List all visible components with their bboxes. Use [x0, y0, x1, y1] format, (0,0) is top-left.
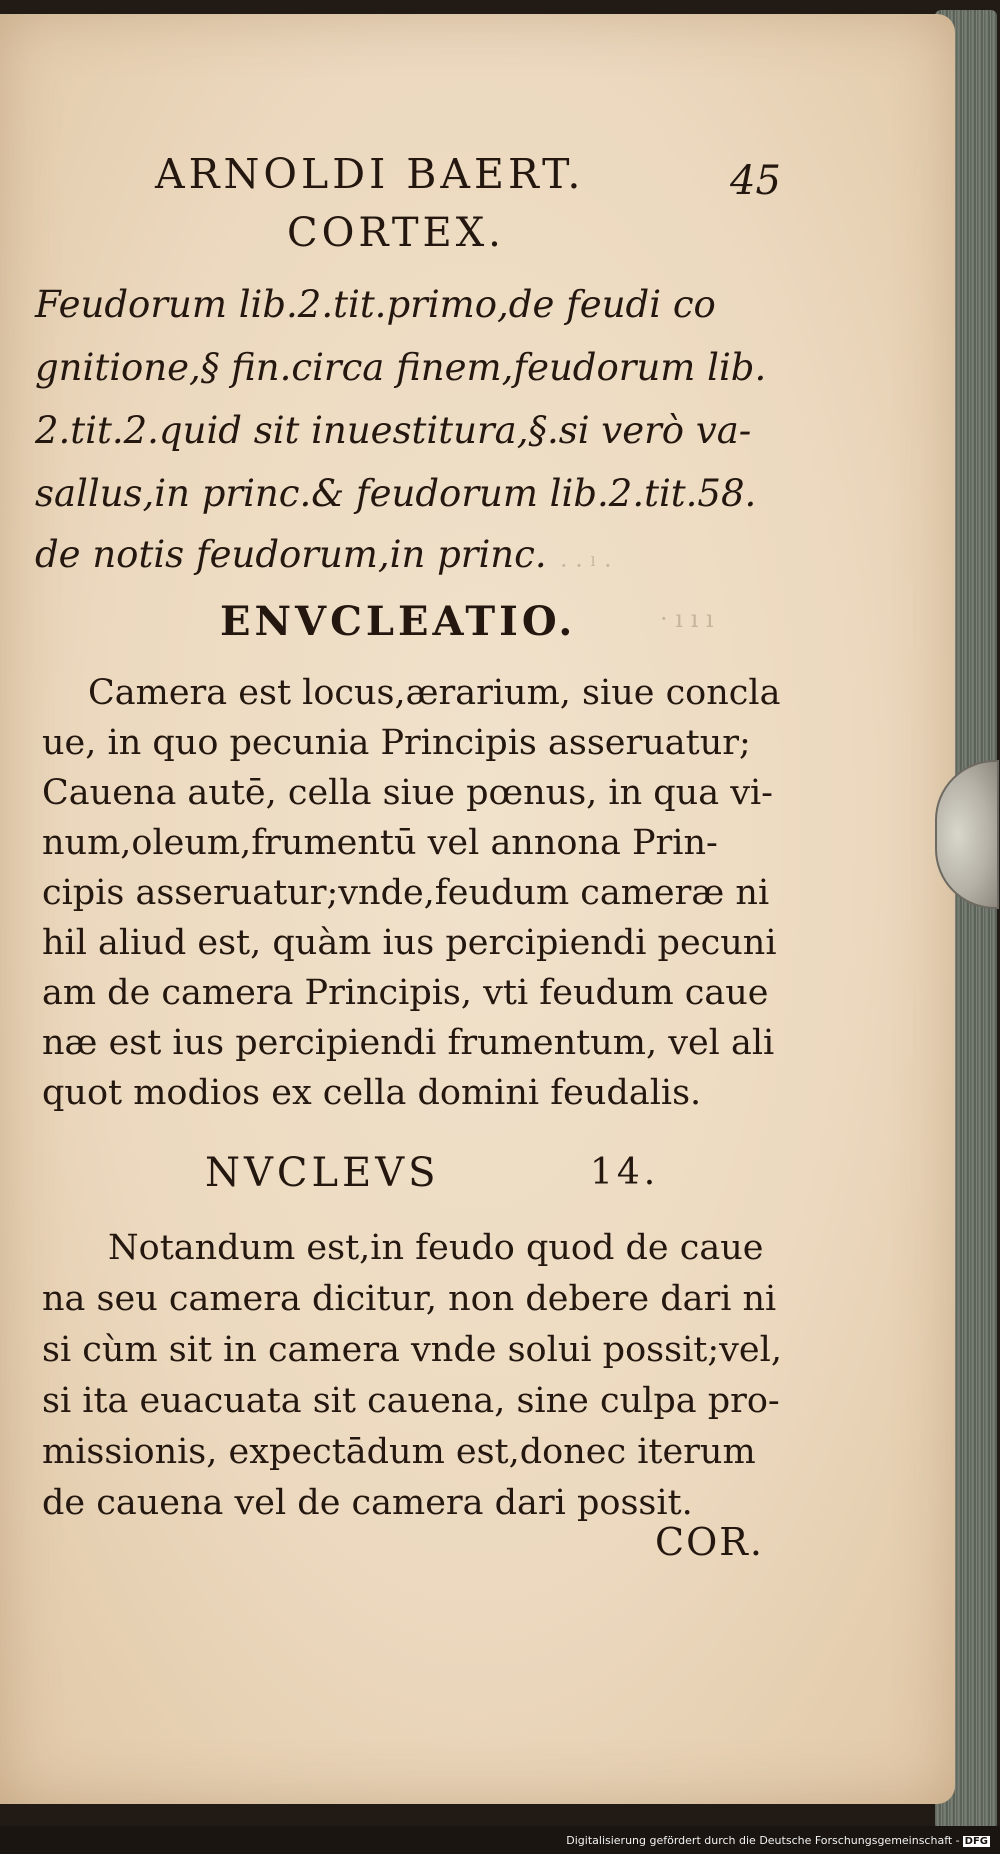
enucleatio-line: am de camera Principis, vti feudum caue — [42, 973, 769, 1013]
enucleatio-line: Camera est locus,ærarium, siue concla — [88, 673, 781, 713]
running-head: ARNOLDI BAERT. — [155, 150, 585, 198]
enucleatio-line: num,oleum,frumentū vel annona Prin- — [42, 823, 718, 863]
cortex-line: de notis feudorum,in princ. — [35, 533, 547, 576]
enucleatio-line: hil aliud est, quàm ius percipiendi pecuni — [42, 923, 777, 963]
bleed-through-mark: · ı ı ı — [660, 605, 714, 633]
enucleatio-line: Cauena autē, cella siue pœnus, in qua vi- — [42, 773, 774, 813]
nucleus-line: si cùm sit in camera vnde solui possit;vel, — [42, 1330, 782, 1370]
nucleus-number: 14. — [590, 1152, 660, 1193]
catchword: COR. — [655, 1520, 764, 1564]
nucleus-line: missionis, expectādum est,donec iterum — [42, 1432, 756, 1472]
digitization-credit-text: Digitalisierung gefördert durch die Deutsche Forschungsgemeinschaft - — [566, 1834, 960, 1847]
page-number: 45 — [730, 158, 781, 204]
digitization-credit — [566, 1834, 990, 1847]
nucleus-line: na seu camera dicitur, non debere dari ni — [42, 1279, 777, 1319]
enucleatio-line: quot modios ex cella domini feudalis. — [42, 1073, 702, 1113]
section-heading-enucleatio: ENVCLEATIO. — [220, 598, 577, 645]
cortex-line: Feudorum lib.2.tit.primo,de feudi co — [35, 283, 716, 326]
bleed-through-mark: · · ˡ · — [560, 552, 612, 580]
cortex-line: sallus,in princ.& feudorum lib.2.tit.58. — [35, 472, 757, 515]
enucleatio-line: ue, in quo pecunia Principis asseruatur; — [42, 723, 751, 763]
nucleus-line: si ita euacuata sit cauena, sine culpa pro- — [42, 1381, 780, 1421]
nucleus-line: de cauena vel de camera dari possit. — [42, 1483, 693, 1523]
section-heading-nucleus: NVCLEVS — [205, 1150, 440, 1196]
section-heading-cortex: CORTEX. — [287, 210, 505, 256]
enucleatio-line: cipis asseruatur;vnde,feudum cameræ ni — [42, 873, 770, 913]
cortex-line: 2.tit.2.quid sit inuestitura,§.si verò va- — [35, 409, 752, 452]
enucleatio-line: næ est ius percipiendi frumentum, vel ali — [42, 1023, 775, 1063]
dfg-logo: DFG — [964, 1836, 988, 1847]
cortex-line: gnitione,§ fin.circa finem,feudorum lib. — [35, 346, 767, 389]
nucleus-line: Notandum est,in feudo quod de caue — [108, 1228, 764, 1268]
